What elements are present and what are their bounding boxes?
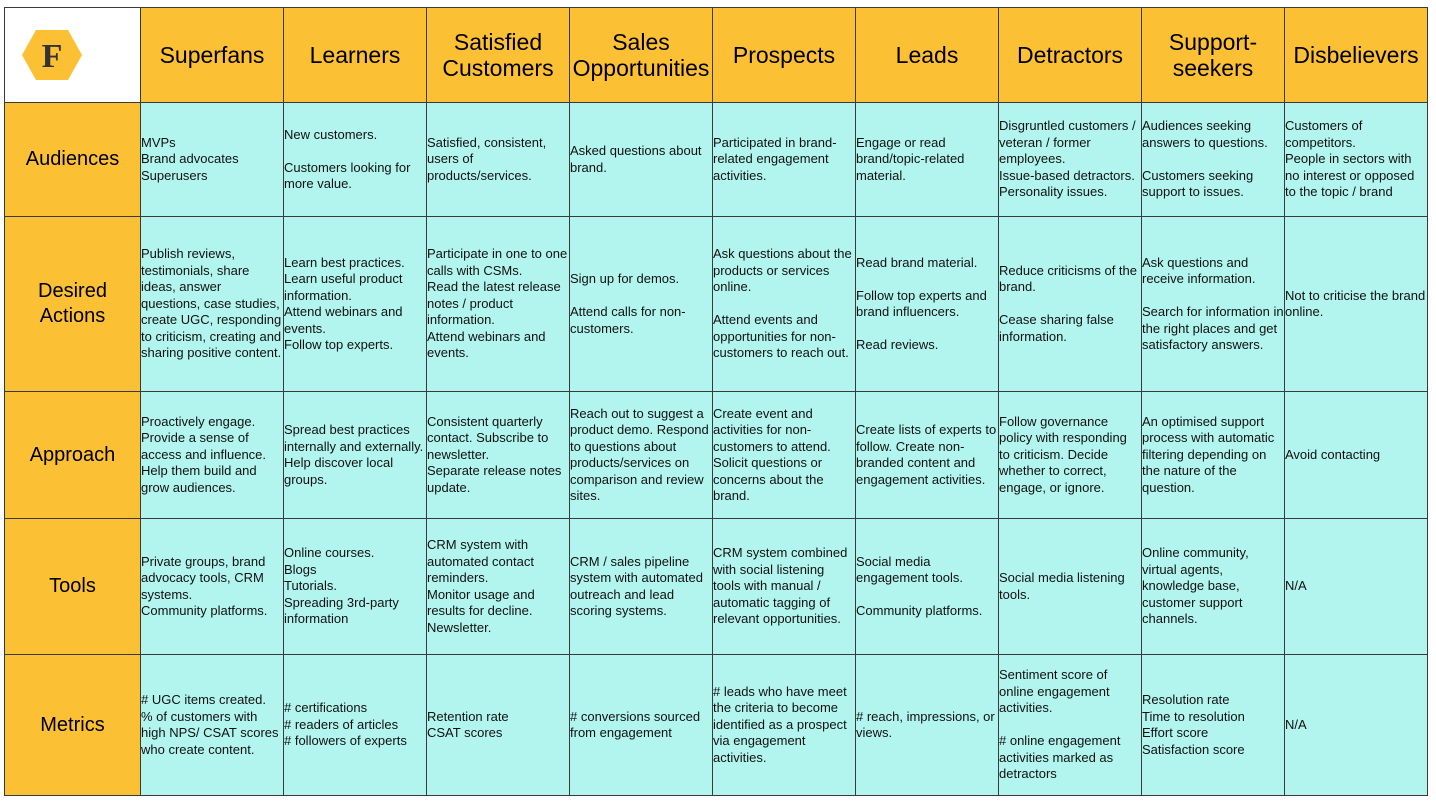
svg-text:F: F: [41, 38, 63, 75]
table-cell: Participate in one to one calls with CSMs. Read the latest release notes / product information. Attend webinars and events.: [427, 217, 570, 392]
table-cell: Private groups, brand advocacy tools, CRM systems. Community platforms.: [141, 519, 284, 655]
table-cell: # leads who have meet the criteria to become identified as a prospect via engagement activities.: [713, 655, 856, 796]
table-cell: MVPs Brand advocates Superusers: [141, 103, 284, 217]
row-header-desired-actions: Desired Actions: [5, 217, 141, 392]
table-cell: Ask questions and receive information. Search for information in the right places and get satisfactory answers.: [1142, 217, 1285, 392]
table-cell: Disgruntled customers / veteran / former employees. Issue-based detractors. Personality issues.: [999, 103, 1142, 217]
table-cell: Sentiment score of online engagement activities. # online engagement activities marked as detractors: [999, 655, 1142, 796]
col-header-learners: Learners: [284, 8, 427, 103]
table-cell: New customers. Customers looking for more value.: [284, 103, 427, 217]
col-header-detractors: Detractors: [999, 8, 1142, 103]
table-cell: Audiences seeking answers to questions. Customers seeking support to issues.: [1142, 103, 1285, 217]
table-cell: Avoid contacting: [1285, 392, 1428, 519]
table-cell: CRM / sales pipeline system with automated outreach and lead scoring systems.: [570, 519, 713, 655]
table-cell: # certifications # readers of articles # followers of experts: [284, 655, 427, 796]
audience-matrix-table: [4, 7, 1428, 796]
table-cell: Follow governance policy with responding to criticism. Decide whether to correct, engage, or ignore.: [999, 392, 1142, 519]
row-audiences: [5, 103, 1428, 217]
table-cell: Engage or read brand/topic-related material.: [856, 103, 999, 217]
row-header-tools: Tools: [5, 519, 141, 655]
col-header-superfans: Superfans: [141, 8, 284, 103]
table-cell: N/A: [1285, 519, 1428, 655]
table-cell: Learn best practices. Learn useful product information. Attend webinars and events. Follow top experts.: [284, 217, 427, 392]
table-cell: Reach out to suggest a product demo. Respond to questions about products/services on comparison and review sites.: [570, 392, 713, 519]
col-header-sales-opportunities: Sales Opportunities: [570, 8, 713, 103]
col-header-prospects: Prospects: [713, 8, 856, 103]
header-row: [5, 8, 1428, 103]
table-cell: Proactively engage. Provide a sense of access and influence. Help them build and grow audiences.: [141, 392, 284, 519]
table-cell: Social media engagement tools. Community platforms.: [856, 519, 999, 655]
table-cell: CRM system with automated contact reminders. Monitor usage and results for decline. Newsletter.: [427, 519, 570, 655]
table-cell: Online courses. Blogs Tutorials. Spreading 3rd-party information: [284, 519, 427, 655]
table-cell: Resolution rate Time to resolution Effort score Satisfaction score: [1142, 655, 1285, 796]
table-cell: CRM system combined with social listening tools with manual / automatic tagging of relevant opportunities.: [713, 519, 856, 655]
table-cell: Sign up for demos. Attend calls for non-customers.: [570, 217, 713, 392]
table-cell: Online community, virtual agents, knowledge base, customer support channels.: [1142, 519, 1285, 655]
logo-cell: [5, 8, 141, 103]
hexagon-f-logo-icon: [21, 29, 83, 81]
row-header-approach: Approach: [5, 392, 141, 519]
table-cell: Customers of competitors. People in sectors with no interest or opposed to the topic / brand: [1285, 103, 1428, 217]
row-tools: [5, 519, 1428, 655]
row-header-audiences: Audiences: [5, 103, 141, 217]
table-cell: Consistent quarterly contact. Subscribe to newsletter. Separate release notes update.: [427, 392, 570, 519]
table-cell: Create event and activities for non-customers to attend. Solicit questions or concerns about the brand.: [713, 392, 856, 519]
table-cell: Ask questions about the products or services online. Attend events and opportunities for non-customers to reach out.: [713, 217, 856, 392]
table-cell: Spread best practices internally and externally. Help discover local groups.: [284, 392, 427, 519]
table-cell: Satisfied, consistent, users of products/services.: [427, 103, 570, 217]
row-desired-actions: [5, 217, 1428, 392]
col-header-disbelievers: Disbelievers: [1285, 8, 1428, 103]
table-cell: N/A: [1285, 655, 1428, 796]
table-cell: Read brand material. Follow top experts and brand influencers. Read reviews.: [856, 217, 999, 392]
col-header-satisfied-customers: Satisfied Customers: [427, 8, 570, 103]
col-header-support-seekers: Support-seekers: [1142, 8, 1285, 103]
table-cell: Participated in brand-related engagement activities.: [713, 103, 856, 217]
table-cell: Social media listening tools.: [999, 519, 1142, 655]
table-cell: Retention rate CSAT scores: [427, 655, 570, 796]
table-cell: Asked questions about brand.: [570, 103, 713, 217]
table-cell: Reduce criticisms of the brand. Cease sharing false information.: [999, 217, 1142, 392]
table-cell: # conversions sourced from engagement: [570, 655, 713, 796]
table-cell: An optimised support process with automatic filtering depending on the nature of the question.: [1142, 392, 1285, 519]
table-cell: # UGC items created. % of customers with high NPS/ CSAT scores who create content.: [141, 655, 284, 796]
row-approach: [5, 392, 1428, 519]
row-metrics: [5, 655, 1428, 796]
table-cell: Publish reviews, testimonials, share ideas, answer questions, case studies, create UGC, responding to criticism, creating and sharing positive content.: [141, 217, 284, 392]
table-cell: Create lists of experts to follow. Create non-branded content and engagement activities.: [856, 392, 999, 519]
table-cell: # reach, impressions, or views.: [856, 655, 999, 796]
row-header-metrics: Metrics: [5, 655, 141, 796]
table-cell: Not to criticise the brand online.: [1285, 217, 1428, 392]
col-header-leads: Leads: [856, 8, 999, 103]
